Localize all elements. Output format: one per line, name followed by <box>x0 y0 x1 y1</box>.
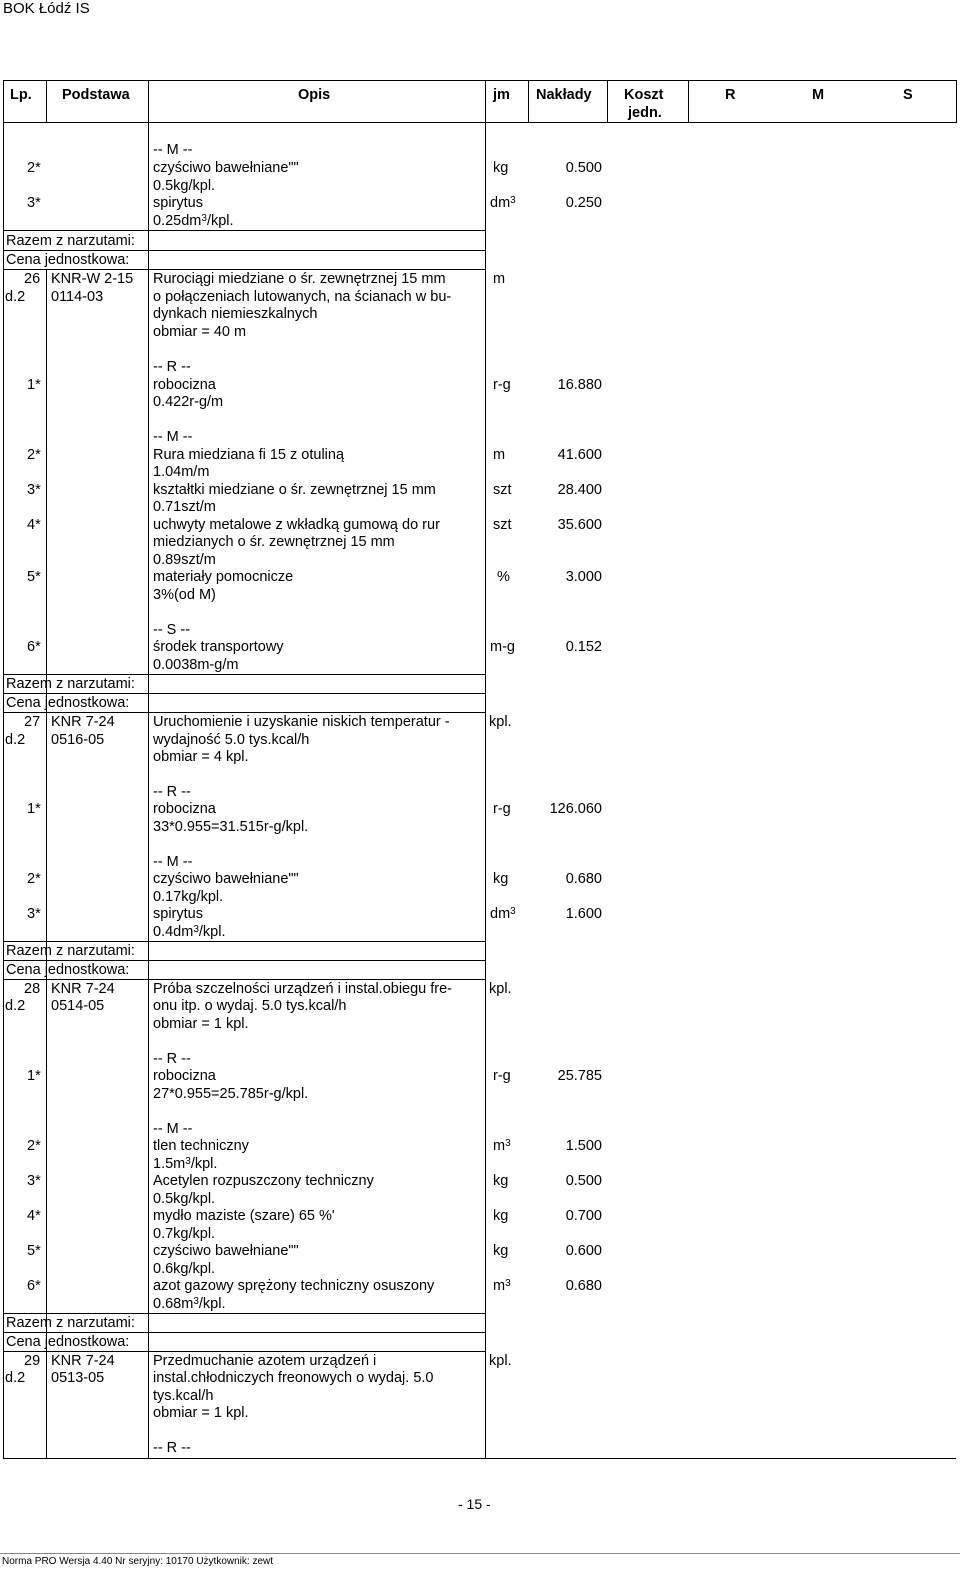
window-title: BOK Łódź IS <box>3 0 90 17</box>
row-value: 0.250 <box>565 195 602 211</box>
cena-label: Cena jednostkowa: <box>6 252 130 268</box>
col-s: S <box>903 87 913 103</box>
razem-label: Razem z narzutami: <box>6 233 135 249</box>
row-value: 0.500 <box>565 160 602 176</box>
row-text: -- M -- <box>153 142 193 158</box>
col-koszt-jedn: jedn. <box>628 105 662 121</box>
col-lp: Lp. <box>10 87 32 103</box>
page-number: - 15 - <box>458 1496 491 1512</box>
col-podstawa: Podstawa <box>62 87 130 103</box>
col-jm: jm <box>493 87 510 103</box>
col-opis: Opis <box>298 87 331 103</box>
header-top-line <box>3 80 956 81</box>
col-r: R <box>725 87 736 103</box>
col-naklady: Nakłady <box>536 87 592 103</box>
header-bottom-line <box>3 122 956 123</box>
row-text: czyściwo bawełniane"" <box>153 160 299 176</box>
col-koszt: Koszt <box>624 87 664 103</box>
row-text: $0.25dm^3$/kpl. <box>153 213 234 229</box>
row-jm: kg <box>493 160 509 176</box>
row-lp: 2* <box>27 160 41 176</box>
row-text: 0.5kg/kpl. <box>153 178 216 194</box>
row-jm: $dm^3$ <box>490 195 516 211</box>
row-lp: 3* <box>27 195 41 211</box>
col-m: M <box>812 87 825 103</box>
footer: Norma PRO Wersja 4.40 Nr seryjny: 10170 Użytkownik: zewt <box>2 1556 274 1567</box>
row-text: spirytus <box>153 195 203 211</box>
